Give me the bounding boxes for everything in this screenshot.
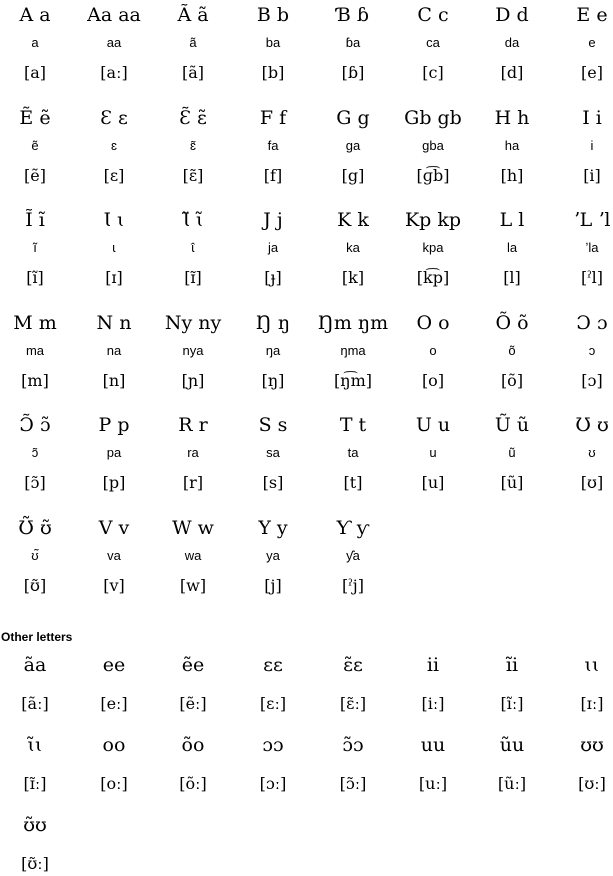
digraph-cell xyxy=(314,652,393,716)
letter-name: ɔ xyxy=(588,343,596,358)
letter-name: ɓa xyxy=(345,35,361,50)
letter-glyph: N n xyxy=(96,312,132,334)
letter-glyph: L l xyxy=(499,209,525,231)
digraph-cell xyxy=(0,652,75,716)
letter-cell xyxy=(154,2,233,87)
letter-cell xyxy=(154,310,233,395)
letter-cell xyxy=(553,310,613,395)
letter-name: ɩ xyxy=(112,240,116,255)
letter-glyph: Ũ ũ xyxy=(494,414,530,436)
letter-name: ma xyxy=(25,343,45,358)
letter-cell xyxy=(234,412,313,497)
letter-ipa: [õ] xyxy=(500,371,524,390)
letter-name: ƴa xyxy=(346,548,360,563)
letter-cell xyxy=(234,2,313,87)
letter-ipa: [t] xyxy=(343,473,363,492)
letter-ipa: [g] xyxy=(341,166,365,185)
letter-name: ʊ xyxy=(588,445,596,460)
digraph-ipa: [ãː] xyxy=(21,694,49,713)
letter-ipa: [ʊ̃] xyxy=(23,576,47,595)
digraph-glyph: uu xyxy=(420,734,446,756)
letter-cell xyxy=(473,412,552,497)
letter-cell xyxy=(473,105,552,190)
letter-ipa: [ˀl] xyxy=(580,268,604,287)
letter-name: ba xyxy=(265,35,281,50)
letter-glyph: Ŋm ŋm xyxy=(317,312,389,334)
letter-glyph: C c xyxy=(417,4,449,26)
letter-name: pa xyxy=(106,445,122,460)
letter-ipa: [s] xyxy=(262,473,284,492)
letter-glyph: Y y xyxy=(258,517,288,539)
digraph-cell xyxy=(154,732,233,796)
letter-ipa: [ã] xyxy=(181,63,205,82)
letter-cell xyxy=(394,105,473,190)
letter-name: ɛ xyxy=(111,138,117,153)
letter-name: ŋma xyxy=(340,343,366,358)
letter-ipa: [ɟ] xyxy=(264,268,282,287)
letter-ipa: [m] xyxy=(21,371,49,390)
letter-glyph: Aa aa xyxy=(87,4,141,26)
letter-cell xyxy=(314,310,393,395)
letter-cell xyxy=(0,207,75,292)
letter-glyph: Õ õ xyxy=(495,312,529,334)
letter-cell xyxy=(0,2,75,87)
letter-ipa: [ɔ] xyxy=(581,371,603,390)
letter-cell xyxy=(394,310,473,395)
digraph-glyph: oo xyxy=(102,734,126,756)
letter-cell xyxy=(154,515,233,600)
letter-cell xyxy=(314,515,393,600)
digraph-ipa: [oː] xyxy=(100,774,128,793)
letter-cell xyxy=(234,515,313,600)
digraph-glyph: ɔ̃ɔ xyxy=(342,734,364,756)
digraph-cell xyxy=(234,652,313,716)
digraph-glyph: ɛ̃ɛ xyxy=(343,654,363,676)
letter-glyph: Ɩ ɩ xyxy=(103,209,125,231)
letter-glyph: E e xyxy=(576,4,608,26)
letter-ipa: [ɓ] xyxy=(341,63,365,82)
letter-ipa: [ɪ̃] xyxy=(184,268,202,287)
letter-cell xyxy=(234,310,313,395)
digraph-cell xyxy=(394,652,473,716)
letter-ipa: [ŋ] xyxy=(261,371,285,390)
letter-cell xyxy=(473,310,552,395)
letter-glyph: S s xyxy=(258,414,288,436)
letter-name: la xyxy=(506,240,518,255)
letter-name: u xyxy=(429,445,437,460)
letter-glyph: T t xyxy=(339,414,367,436)
letter-name: ʼla xyxy=(585,240,599,255)
digraph-ipa: [iː] xyxy=(421,694,445,713)
letter-glyph: Ŋ ŋ xyxy=(255,312,291,334)
letter-ipa: [ɛ] xyxy=(103,166,125,185)
letter-cell xyxy=(394,207,473,292)
digraph-cell xyxy=(473,732,552,796)
letter-name: nya xyxy=(182,343,204,358)
letter-name: na xyxy=(106,343,122,358)
letter-cell xyxy=(553,2,613,87)
digraph-cell xyxy=(553,732,613,796)
letter-cell xyxy=(0,310,75,395)
letter-ipa: [h] xyxy=(500,166,524,185)
letter-name: ga xyxy=(345,138,361,153)
letter-name: ta xyxy=(347,445,359,460)
letter-ipa: [i] xyxy=(583,166,601,185)
digraph-cell xyxy=(154,652,233,716)
letter-glyph: Ã ã xyxy=(177,4,209,26)
digraph-ipa: [ĩː] xyxy=(500,694,524,713)
letter-name: ɩ̂ xyxy=(191,240,195,255)
digraph-ipa: [uː] xyxy=(418,774,448,793)
digraph-cell xyxy=(314,732,393,796)
letter-glyph: G g xyxy=(336,107,370,129)
letter-ipa: [u] xyxy=(421,473,445,492)
letter-name: ã xyxy=(189,35,197,50)
letter-glyph: Ɛ̃ ɛ̃ xyxy=(179,107,207,129)
digraph-cell xyxy=(234,732,313,796)
digraph-ipa: [ɔː] xyxy=(259,774,287,793)
letter-glyph: H h xyxy=(494,107,530,129)
letter-cell xyxy=(314,105,393,190)
digraph-glyph: ẽe xyxy=(181,654,205,676)
letter-ipa: [n] xyxy=(102,371,126,390)
letter-cell xyxy=(314,2,393,87)
digraph-ipa: [ɔ̃ː] xyxy=(339,774,367,793)
letter-name: kpa xyxy=(422,240,444,255)
letter-cell xyxy=(75,515,154,600)
letter-name: va xyxy=(107,548,121,563)
letter-ipa: [f] xyxy=(263,166,283,185)
letter-glyph: Ɔ ɔ xyxy=(576,312,608,334)
letter-ipa: [ɲ] xyxy=(181,371,205,390)
letter-cell xyxy=(553,412,613,497)
letter-cell xyxy=(314,412,393,497)
letter-name: ĩ xyxy=(33,240,37,255)
letter-ipa: [d] xyxy=(500,63,524,82)
digraph-glyph: ʊʊ xyxy=(580,734,604,756)
letter-glyph: A a xyxy=(19,4,51,26)
digraph-ipa: [ɪː] xyxy=(580,694,604,713)
letter-ipa: [j] xyxy=(264,576,282,595)
letter-name: ka xyxy=(346,240,360,255)
digraph-cell xyxy=(394,732,473,796)
digraph-ipa: [õː] xyxy=(179,774,207,793)
letter-name: e xyxy=(588,35,596,50)
letter-cell xyxy=(394,412,473,497)
letter-name: ha xyxy=(504,138,520,153)
letter-ipa: [w] xyxy=(179,576,207,595)
digraph-glyph: ɛɛ xyxy=(263,654,283,676)
digraph-glyph: ɩɩ xyxy=(584,654,600,676)
letter-name: ɛ̃ xyxy=(190,138,196,153)
letter-ipa: [ɪ] xyxy=(105,268,123,287)
letter-ipa: [ʊ] xyxy=(580,473,604,492)
letter-ipa: [l] xyxy=(503,268,521,287)
letter-name: ẽ xyxy=(31,138,39,153)
letter-ipa: [ˀj] xyxy=(342,576,364,595)
letter-ipa: [ɔ̃] xyxy=(24,473,46,492)
letter-name: õ xyxy=(508,343,516,358)
digraph-ipa: [ɪ̃ː] xyxy=(23,774,47,793)
letter-cell xyxy=(394,2,473,87)
letter-ipa: [p] xyxy=(102,473,126,492)
digraph-ipa: [ʊː] xyxy=(578,774,606,793)
letter-cell xyxy=(0,515,75,600)
letter-ipa: [ŋ͡m] xyxy=(334,371,372,390)
letter-glyph: W w xyxy=(172,517,214,539)
letter-cell xyxy=(553,207,613,292)
letter-glyph: B b xyxy=(256,4,290,26)
digraph-cell xyxy=(75,652,154,716)
digraph-ipa: [ɛ̃ː] xyxy=(339,694,367,713)
letter-glyph: K k xyxy=(337,209,369,231)
digraph-glyph: ii xyxy=(426,654,440,676)
letter-glyph: O o xyxy=(416,312,450,334)
digraph-glyph: ãa xyxy=(23,654,47,676)
letter-glyph: Ɓ ɓ xyxy=(336,4,370,26)
digraph-cell xyxy=(473,652,552,716)
letter-glyph: I i xyxy=(582,107,602,129)
letter-ipa: [v] xyxy=(103,576,125,595)
letter-glyph: P p xyxy=(98,414,130,436)
letter-name: sa xyxy=(266,445,280,460)
letter-glyph: U u xyxy=(415,414,451,436)
letter-glyph: V v xyxy=(98,517,130,539)
letter-cell xyxy=(0,105,75,190)
digraph-glyph: ʊ̃ʊ xyxy=(23,814,47,836)
digraph-glyph: ɩ̃ɩ xyxy=(27,734,43,756)
letter-ipa: [ẽ] xyxy=(24,166,46,185)
digraph-glyph: ĩi xyxy=(505,654,519,676)
letter-ipa: [aː] xyxy=(100,63,128,82)
letter-glyph: R r xyxy=(178,414,208,436)
letter-glyph: Ɛ ɛ xyxy=(100,107,128,129)
letter-ipa: [k] xyxy=(341,268,365,287)
letter-cell xyxy=(75,207,154,292)
digraph-glyph: ɔɔ xyxy=(262,734,284,756)
letter-name: i xyxy=(590,138,594,153)
letter-cell xyxy=(553,105,613,190)
digraph-glyph: ũu xyxy=(499,734,525,756)
letter-name: ca xyxy=(426,35,440,50)
letter-name: wa xyxy=(184,548,202,563)
letter-glyph: Kp kp xyxy=(404,209,462,231)
digraph-glyph: ee xyxy=(102,654,126,676)
digraph-ipa: [ɛː] xyxy=(259,694,287,713)
letter-cell xyxy=(473,2,552,87)
letter-glyph: Ƴ ƴ xyxy=(336,517,370,539)
letter-cell xyxy=(75,412,154,497)
letter-cell xyxy=(154,105,233,190)
letter-ipa: [ɡ͡b] xyxy=(416,166,450,185)
letter-cell xyxy=(75,2,154,87)
digraph-glyph: õo xyxy=(181,734,205,756)
letter-glyph: Ɔ̃ ɔ̃ xyxy=(19,414,51,436)
letter-cell xyxy=(473,207,552,292)
letter-name: ja xyxy=(267,240,279,255)
letter-name: ũ xyxy=(508,445,516,460)
letter-ipa: [o] xyxy=(421,371,445,390)
digraph-cell xyxy=(553,652,613,716)
letter-name: ʊ̃ xyxy=(31,548,39,563)
digraph-ipa: [ũː] xyxy=(497,774,527,793)
letter-ipa: [k͡p] xyxy=(416,268,450,287)
letter-name: a xyxy=(31,35,39,50)
letter-name: aa xyxy=(106,35,122,50)
letter-cell xyxy=(234,105,313,190)
letter-ipa: [r] xyxy=(182,473,204,492)
letter-name: ra xyxy=(187,445,199,460)
digraph-ipa: [ẽː] xyxy=(179,694,207,713)
letter-cell xyxy=(0,412,75,497)
letter-glyph: Ny ny xyxy=(164,312,222,334)
letter-cell xyxy=(75,105,154,190)
letter-glyph: Gb gb xyxy=(404,107,462,129)
letter-glyph: Ɩ̃ ɩ̃ xyxy=(182,209,204,231)
letter-glyph: F f xyxy=(259,107,287,129)
letter-glyph: J j xyxy=(263,209,283,231)
letter-name: fa xyxy=(267,138,279,153)
digraph-cell xyxy=(0,732,75,796)
letter-name: o xyxy=(429,343,437,358)
letter-glyph: Ẽ ẽ xyxy=(19,107,51,129)
digraph-ipa: [eː] xyxy=(100,694,128,713)
letter-cell xyxy=(314,207,393,292)
letter-glyph: D d xyxy=(495,4,529,26)
digraph-cell xyxy=(75,732,154,796)
letter-ipa: [ũ] xyxy=(500,473,524,492)
letter-ipa: [e] xyxy=(581,63,603,82)
letter-name: ɔ̃ xyxy=(31,445,39,460)
other-letters-heading: Other letters xyxy=(1,630,73,644)
letter-name: ŋa xyxy=(265,343,281,358)
letter-glyph: Ʊ ʊ xyxy=(575,414,609,436)
letter-ipa: [ĩ] xyxy=(26,268,44,287)
letter-name: gba xyxy=(422,138,444,153)
letter-cell xyxy=(234,207,313,292)
letter-glyph: Ĩ ĩ xyxy=(25,209,45,231)
letter-ipa: [ɛ̃] xyxy=(182,166,204,185)
digraph-ipa: [ʊ̃ː] xyxy=(21,854,49,873)
letter-glyph: M m xyxy=(13,312,57,334)
letter-ipa: [a] xyxy=(23,63,47,82)
letter-name: da xyxy=(504,35,520,50)
letter-glyph: Ʊ̃ ʊ̃ xyxy=(18,517,52,539)
letter-glyph: ʼL ʼl xyxy=(573,209,611,231)
letter-ipa: [b] xyxy=(261,63,285,82)
letter-cell xyxy=(75,310,154,395)
letter-cell xyxy=(154,412,233,497)
letter-name: ya xyxy=(266,548,280,563)
letter-ipa: [c] xyxy=(422,63,444,82)
letter-cell xyxy=(154,207,233,292)
digraph-cell xyxy=(0,812,75,876)
